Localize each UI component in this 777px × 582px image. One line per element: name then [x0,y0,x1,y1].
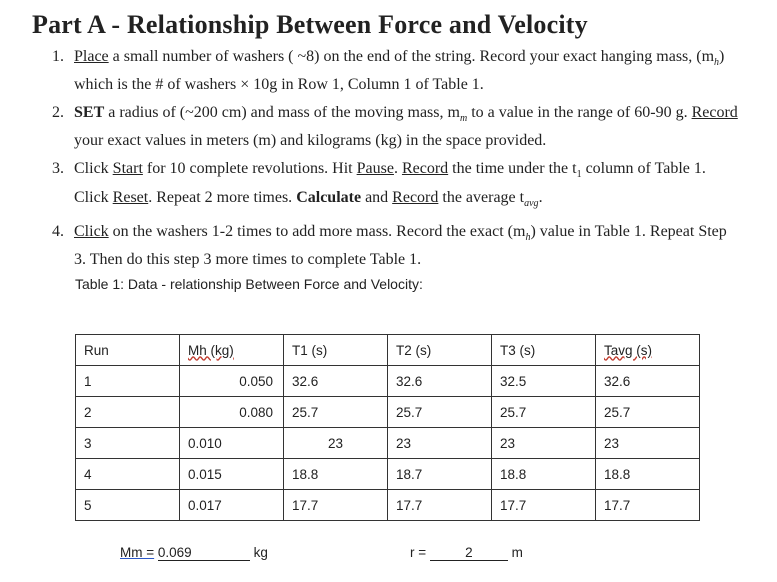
moving-mass-field [120,545,268,561]
table-row [76,366,700,397]
table-cell[interactable]: 32.6 [388,366,492,397]
mm-label: Mm = [120,545,155,560]
step-2-text: a radius of (~200 cm) and mass of the moving mass, m [104,104,460,122]
s3-record: Record [401,160,449,178]
header-t3: T3 (s) [492,335,596,366]
header-mh-text: Mh (kg) [188,342,234,358]
table-cell[interactable]: 32.5 [492,366,596,397]
step-1-text: a small number of washers ( ~8) on the end of the string. Record your exact hanging mass, (m [108,48,715,65]
table-cell[interactable]: 23 [492,428,596,459]
s3-pause: Pause [356,160,394,178]
table-cell[interactable]: 0.080 [180,397,284,428]
table-cell[interactable]: 32.6 [596,366,700,397]
table-cell[interactable]: 23 [388,428,492,459]
table-cell[interactable]: 18.7 [388,459,492,490]
step-1-text-end: ) which is the # of washers × 10g in Row 1, Column 1 of Table 1. [74,48,725,94]
table-header-row [76,335,700,366]
step-2 [52,102,742,152]
table-row [76,490,700,521]
step-number: 3. [52,160,64,178]
data-table [75,334,700,521]
table-cell[interactable]: 2 [76,397,180,428]
table-cell[interactable]: 17.7 [596,490,700,521]
table-caption: Table 1: Data - relationship Between Force and Velocity: [75,276,423,292]
s3-record2: Record [392,188,439,206]
r-unit: m [511,545,523,560]
step-2-record: Record [691,104,738,122]
table-cell[interactable]: 17.7 [388,490,492,521]
table-cell[interactable]: 32.6 [284,366,388,397]
table-cell[interactable]: 25.7 [388,397,492,428]
s3-t2: for 10 complete revolutions. Hit [142,160,357,178]
table-cell[interactable]: 18.8 [492,459,596,490]
step-2-set: SET [74,104,105,122]
table-cell[interactable]: 4 [76,459,180,490]
radius-field [410,545,523,561]
header-run: Run [76,335,180,366]
table-cell[interactable]: 0.017 [180,490,284,521]
table-cell[interactable]: 1 [76,366,180,397]
s3-t9: . [538,188,543,206]
table-cell[interactable]: 25.7 [284,397,388,428]
table-row [76,459,700,490]
table-cell[interactable]: 17.7 [284,490,388,521]
step-number: 2. [52,104,64,122]
table-cell[interactable]: 23 [284,428,388,459]
s3-calculate: Calculate [296,188,362,206]
table-cell[interactable]: 0.050 [180,366,284,397]
page-title: Part A - Relationship Between Force and Velocity [32,10,588,39]
table-cell[interactable]: 17.7 [492,490,596,521]
s3-sub2: avg [524,197,539,209]
header-tavg-text: Tavg (s) [604,342,653,358]
table-cell[interactable]: 0.010 [180,428,284,459]
r-label: r = [410,545,427,560]
s3-sub1: 1 [576,169,582,181]
s3-t1: Click [74,160,113,178]
table-row [76,428,700,459]
table-cell[interactable]: 23 [596,428,700,459]
s3-start: Start [112,160,143,178]
step-1 [52,46,742,96]
s3-t8: the average t [438,188,525,206]
step-3 [52,158,742,214]
header-t1: T1 (s) [284,335,388,366]
s3-t4: the time under the t [448,160,577,178]
r-value[interactable]: 2 [430,545,508,561]
table-row [76,397,700,428]
step-number: 4. [52,222,64,240]
step-1-sub: h [714,57,720,69]
s3-t5: column of Table 1. Click [74,160,706,206]
table-cell[interactable]: 25.7 [596,397,700,428]
step-2-text-end: your exact values in meters (m) and kilograms (kg) in the space provided. [74,132,547,150]
header-tavg [596,335,700,366]
step-2-sub: m [459,113,468,125]
step-number: 1. [52,48,64,65]
s3-t6: . Repeat 2 more times. [148,188,297,206]
s4-click: Click [74,222,109,240]
table-cell[interactable]: 18.8 [596,459,700,490]
s4-t2: ) value in Table 1. Repeat Step 3. Then do this step 3 more times to complete Table 1. [74,222,727,268]
s3-reset: Reset [112,188,149,206]
s3-t3: . [393,160,402,178]
table-cell[interactable]: 5 [76,490,180,521]
table-cell[interactable]: 25.7 [492,397,596,428]
s4-t1: on the washers 1-2 times to add more mass. Record the exact (m [108,222,526,240]
table-cell[interactable]: 3 [76,428,180,459]
s3-t7: and [361,188,393,206]
header-t2: T2 (s) [388,335,492,366]
header-mh [180,335,284,366]
instruction-list [52,46,742,277]
step-1-place: Place [74,48,109,65]
table-cell[interactable]: 0.015 [180,459,284,490]
mm-unit: kg [253,545,268,560]
mm-value[interactable]: 0.069 [158,545,250,561]
s4-sub: h [525,231,531,243]
step-4 [52,221,742,271]
table-cell[interactable]: 18.8 [284,459,388,490]
step-2-text-mid: to a value in the range of 60-90 g. [467,104,692,122]
